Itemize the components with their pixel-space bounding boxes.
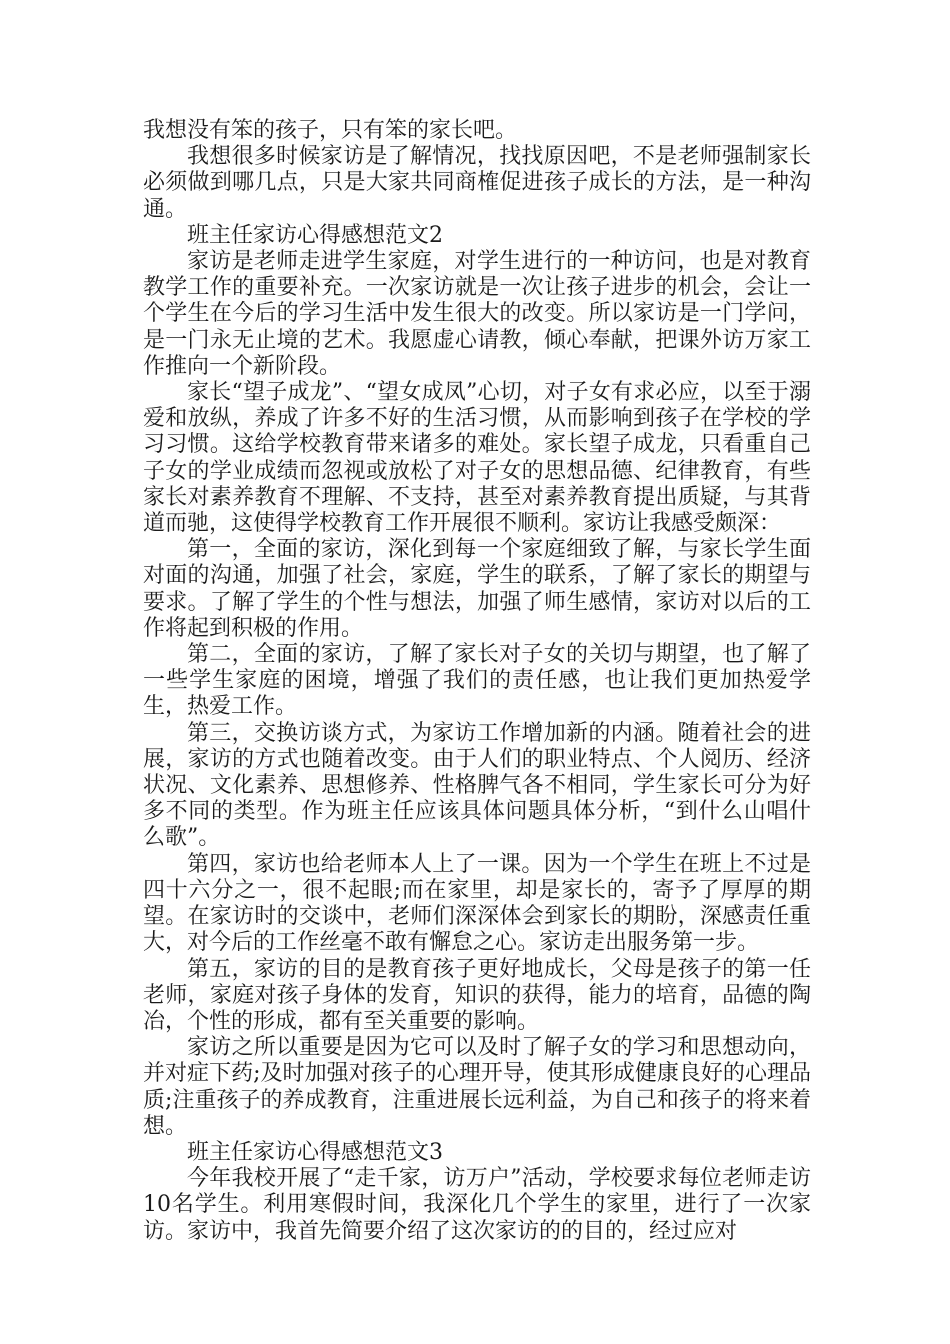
paragraph-third: 第三，交换访谈方式，为家访工作增加新的内涵。随着社会的进展，家访的方式也随着改变。由于人们的职业特点、个人阅历、经济状况、文化素养、思想修养、性格脾气各不相同，学生家长可分为好多不同的类型。作为班主任应该具体问题具体分析，“到什么山唱什么歌”。 <box>143 720 811 851</box>
paragraph-first: 第一，全面的家访，深化到每一个家庭细致了解，与家长学生面对面的沟通，加强了社会，家庭，学生的联系，了解了家长的期望与要求。了解了学生的个性与想法，加强了师生感情，家访对以后的工作将起到积极的作用。 <box>143 537 811 641</box>
paragraph-final: 今年我校开展了“走千家，访万户”活动，学校要求每位老师走访10名学生。利用寒假时间，我深化几个学生的家里，进行了一次家访。家访中，我首先简要介绍了这次家访的的目的，经过应对 <box>143 1166 811 1244</box>
paragraph-conclusion: 家访之所以重要是因为它可以及时了解子女的学习和思想动向，并对症下药;及时加强对孩子的心理开导，使其形成健康良好的心理品质;注重孩子的养成教育，注重进展长远利益，为自己和孩子的将来着想。 <box>143 1035 811 1139</box>
paragraph-1: 我想没有笨的孩子，只有笨的家长吧。 <box>143 118 518 143</box>
paragraph-fifth: 第五，家访的目的是教育孩子更好地成长，父母是孩子的第一任老师，家庭对孩子身体的发育，知识的获得，能力的培育，品德的陶冶，个性的形成，都有至关重要的影响。 <box>143 956 811 1034</box>
paragraph-second: 第二，全面的家访，了解了家长对子女的关切与期望，也了解了一些学生家庭的困境，增强了我们的责任感，也让我们更加热爱学生，热爱工作。 <box>143 642 811 720</box>
paragraph-2: 我想很多时候家访是了解情况，找找原因吧，不是老师强制家长必须做到哪几点，只是大家共同商榷促进孩子成长的方法，是一种沟通。 <box>143 144 811 222</box>
paragraph-4: 家长“望子成龙”、“望女成凤”心切，对子女有求必应，以至于溺爱和放纵，养成了许多不好的生活习惯，从而影响到孩子在学校的学习习惯。这给学校教育带来诸多的难处。家长望子成龙，只看重自己子女的学业成绩而忽视或放松了对子女的思想品德、纪律教育，有些家长对素养教育不理解、不支持，甚至对素养教育提出质疑，与其背道而驰，这使得学校教育工作开展很不顺利。家访让我感受颇深： <box>143 380 811 537</box>
paragraph-3: 家访是老师走进学生家庭，对学生进行的一种访问，也是对教育教学工作的重要补充。一次家访就是一次让孩子进步的机会，会让一个学生在今后的学习生活中发生很大的改变。所以家访是一门学问，是一门永无止境的艺术。我愿虚心请教，倾心奉献，把课外访万家工作推向一个新阶段。 <box>143 249 811 379</box>
section-heading-3: 班主任家访心得感想范文3 <box>187 1139 443 1165</box>
document-page <box>143 118 811 1245</box>
section-heading-2: 班主任家访心得感想范文2 <box>187 222 443 248</box>
paragraph-fourth: 第四，家访也给老师本人上了一课。因为一个学生在班上不过是四十六分之一，很不起眼;而在家里，却是家长的，寄予了厚厚的期望。在家访时的交谈中，老师们深深体会到家长的期盼，深感责任重大，对今后的工作丝毫不敢有懈怠之心。家访走出服务第一步。 <box>143 851 811 956</box>
